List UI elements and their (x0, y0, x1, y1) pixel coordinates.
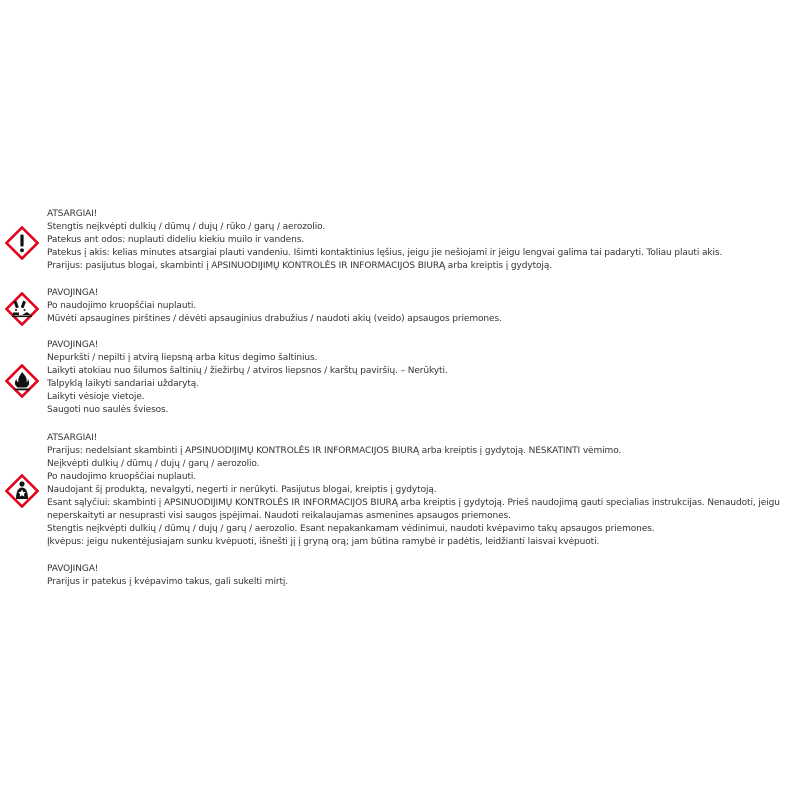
precaution-text: Stengtis neįkvėpti dulkių / dūmų / dujų / garų / aerozolio. Esant nepakankamam vėdinimui, naudoti kvėpavimo takų apsaugos priemones. (47, 524, 655, 534)
precaution-text: Prarijus: pasijutus blogai, skambinti į APSINUODIJIMŲ KONTROLĖS IR INFORMACIJOS BIURĄ arba kreiptis į gydytoją. (47, 261, 553, 271)
precaution-text: Talpyklą laikyti sandariai uždarytą. (47, 379, 199, 389)
signal-word: PAVOJINGA! (47, 564, 99, 574)
precaution-text: Mūvėti apsaugines pirštines / dėvėti apsauginius drabužius / naudoti akių (veido) apsaugos priemones. (47, 314, 502, 324)
precaution-text: Įkvėpus: jeigu nukentėjusiajam sunku kvėpuoti, išnešti jį į gryną orą; jam būtina ramybė ir padėtis, leidžianti laisvai kvėpuoti. (47, 537, 600, 547)
signal-word: PAVOJINGA! (47, 340, 99, 350)
signal-word: ATSARGIAI! (47, 209, 98, 219)
precaution-text: Prarijus ir patekus į kvėpavimo takus, gali sukelti mirtį. (47, 577, 289, 587)
corrosion-icon (5, 292, 39, 326)
precaution-text: Patekus į akis: kelias minutes atsargiai plauti vandeniu. Išimti kontaktinius lęšius, jeigu jie nešiojami ir jeigu lengvai galima tai padaryti. Toliau plauti akis. (47, 248, 723, 258)
precaution-text: Naudojant šį produktą, nevalgyti, negerti ir nerūkyti. Pasijutus blogai, kreiptis į gydytoją. (47, 485, 437, 495)
precaution-text: Patekus ant odos: nuplauti dideliu kiekiu muilo ir vandens. (47, 235, 305, 245)
precaution-text: Po naudojimo kruopščiai nuplauti. (47, 301, 197, 311)
precaution-text: Nepurkšti / nepilti į atvirą liepsną arba kitus degimo šaltinius. (47, 353, 318, 363)
precaution-text: Prarijus: nedelsiant skambinti į APSINUODIJIMŲ KONTROLĖS IR INFORMACIJOS BIURĄ arba kreiptis į gydytoją. NESKATINTI vėmimo. (47, 446, 622, 456)
exclamation-mark-icon (5, 226, 39, 260)
signal-word: PAVOJINGA! (47, 288, 99, 298)
health-hazard-icon (5, 474, 39, 508)
precaution-text: Saugoti nuo saulės šviesos. (47, 405, 169, 415)
precaution-text: Po naudojimo kruopščiai nuplauti. (47, 472, 197, 482)
precaution-text: Esant sąlyčiui: skambinti į APSINUODIJIMŲ KONTROLĖS IR INFORMACIJOS BIURĄ arba kreiptis į gydytoją. Prieš naudojimą gauti specialias instrukcijas. Nenaudoti, jeigu neperskaityti ar nesuprasti visi saugos įspėjimai. Naudoti reikalaujamas asmenines apsaugos priemones. (47, 498, 780, 521)
precaution-text: Neįkvėpti dulkių / dūmų / dujų / garų / aerozolio. (47, 459, 260, 469)
precaution-text: Laikyti vėsioje vietoje. (47, 392, 145, 402)
signal-word: ATSARGIAI! (47, 433, 98, 443)
flame-icon (5, 364, 39, 398)
precaution-text: Laikyti atokiau nuo šilumos šaltinių / žiežirbų / atviros liepsnos / karštų paviršių. – Nerūkyti. (47, 366, 448, 376)
precaution-text: Stengtis neįkvėpti dulkių / dūmų / dujų / rūko / garų / aerozolio. (47, 222, 326, 232)
